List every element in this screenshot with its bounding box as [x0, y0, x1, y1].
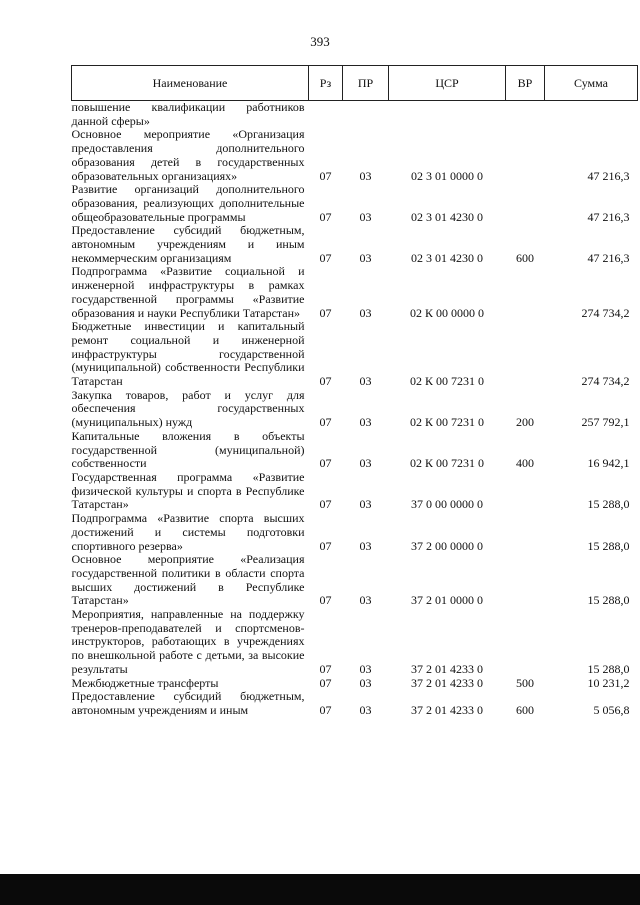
cell-vr [506, 128, 545, 183]
cell-sum: 15 288,0 [587, 661, 630, 676]
cell-name: Межбюджетные трансферты [71, 675, 219, 690]
header-name: Наименование [72, 66, 309, 101]
cell-rz: 07 [319, 250, 332, 265]
scan-edge-bar [0, 874, 640, 905]
cell-csr: 02 К 00 7231 0 [409, 415, 484, 430]
cell-vr: 200 [516, 415, 534, 430]
cell-pr: 03 [359, 415, 372, 430]
cell-sum: 274 734,2 [581, 374, 630, 389]
cell-sum: 15 288,0 [587, 538, 630, 553]
cell-name: Капитальные вложения в объекты государственной (муниципальной) собственности [71, 428, 305, 471]
cell-rz: 07 [319, 675, 332, 690]
cell-csr: 02 3 01 0000 0 [411, 168, 483, 183]
cell-csr: 37 2 01 4233 0 [411, 702, 483, 717]
cell-pr [343, 101, 389, 129]
cell-sum: 15 288,0 [587, 497, 630, 512]
table-header [72, 66, 638, 101]
cell-sum: 15 288,0 [587, 593, 630, 608]
cell-sum: 274 734,2 [581, 305, 630, 320]
table-row [72, 690, 638, 717]
table-row [72, 265, 638, 320]
cell-rz: 07 [319, 456, 332, 471]
cell-rz: 07 [319, 538, 332, 553]
cell-rz: 07 [319, 374, 332, 389]
cell-csr [389, 101, 506, 129]
table-row [72, 389, 638, 430]
cell-name: Подпрограмма «Развитие спорта высших достижений и системы подготовки спортивного резерва» [71, 511, 305, 553]
cell-pr: 03 [359, 593, 372, 608]
table-row [72, 677, 638, 691]
budget-table-frame [71, 65, 637, 718]
cell-name: Предоставление субсидий бюджетным, автономным учреждениям и иным некоммерческим организациям [71, 223, 305, 265]
cell-rz: 07 [319, 593, 332, 608]
cell-name: Развитие организаций дополнительного образования, реализующих дополнительные общеобразовательные программы [71, 182, 305, 224]
table-row [72, 224, 638, 265]
cell-name: Основное мероприятие «Реализация государственной политики в области спорта высших достижений в Республике Татарстан» [71, 552, 305, 608]
header-rz: Рз [309, 66, 343, 101]
table-row [72, 471, 638, 512]
cell-csr: 02 3 01 4230 0 [411, 209, 483, 224]
cell-sum: 16 942,1 [587, 456, 630, 471]
cell-rz [309, 101, 343, 129]
table-body [72, 101, 638, 718]
cell-vr [506, 320, 545, 389]
cell-pr: 03 [359, 250, 372, 265]
cell-rz: 07 [319, 661, 332, 676]
table-row [72, 320, 638, 389]
cell-name: Основное мероприятие «Организация предоставления дополнительного образования детей в государственных образовательных организациях» [71, 127, 305, 183]
cell-sum: 10 231,2 [587, 675, 630, 690]
cell-rz: 07 [319, 415, 332, 430]
cell-csr: 37 2 01 4233 0 [411, 675, 483, 690]
cell-vr: 500 [516, 675, 534, 690]
cell-vr [506, 608, 545, 677]
cell-sum: 257 792,1 [581, 415, 630, 430]
cell-pr: 03 [359, 675, 372, 690]
cell-name: Государственная программа «Развитие физической культуры и спорта в Республике Татарстан» [71, 469, 305, 512]
cell-rz: 07 [319, 209, 332, 224]
cell-rz: 07 [319, 702, 332, 717]
cell-vr [506, 101, 545, 129]
cell-name: Мероприятия, направленные на поддержку тренеров-преподавателей и спортсменов-инструкторов, работающих в учреждениях по внешкольной работе с детьми, за высокие результаты [71, 607, 305, 676]
table-row [72, 183, 638, 224]
cell-sum: 47 216,3 [587, 250, 630, 265]
cell-csr: 37 2 01 4233 0 [411, 661, 483, 676]
cell-pr: 03 [359, 702, 372, 717]
cell-pr: 03 [359, 497, 372, 512]
cell-csr: 02 К 00 7231 0 [409, 456, 484, 471]
cell-rz: 07 [319, 497, 332, 512]
header-sum: Сумма [545, 66, 638, 101]
cell-vr: 600 [516, 702, 534, 717]
header-row [72, 66, 638, 101]
cell-name: повышение квалификации работников данной сферы» [71, 100, 305, 128]
cell-pr: 03 [359, 168, 372, 183]
cell-vr [506, 471, 545, 512]
cell-csr: 37 2 00 0000 0 [411, 538, 483, 553]
cell-vr: 600 [516, 250, 534, 265]
cell-pr: 03 [359, 305, 372, 320]
table-row [72, 101, 638, 129]
cell-pr: 03 [359, 456, 372, 471]
cell-vr [506, 512, 545, 553]
cell-sum: 47 216,3 [587, 168, 630, 183]
header-pr: ПР [343, 66, 389, 101]
page-number: 393 [310, 34, 330, 49]
cell-vr [506, 183, 545, 224]
header-csr: ЦСР [389, 66, 506, 101]
cell-pr: 03 [359, 661, 372, 676]
table-row [72, 553, 638, 608]
cell-name: Подпрограмма «Развитие социальной и инженерной инфраструктуры в рамках государственной программы «Развитие образования и науки Республики Татарстан» [71, 264, 305, 320]
table-row [72, 430, 638, 471]
cell-pr: 03 [359, 209, 372, 224]
cell-name: Предоставление субсидий бюджетным, автономным учреждениям и иным [71, 689, 305, 717]
cell-vr [506, 265, 545, 320]
budget-table [71, 65, 638, 718]
cell-csr: 02 3 01 4230 0 [411, 250, 483, 265]
cell-rz: 07 [319, 305, 332, 320]
header-vr: ВР [506, 66, 545, 101]
table-row [72, 128, 638, 183]
cell-csr: 02 К 00 7231 0 [409, 374, 484, 389]
cell-sum: 47 216,3 [587, 209, 630, 224]
cell-sum [545, 101, 638, 129]
cell-vr [506, 553, 545, 608]
cell-pr: 03 [359, 538, 372, 553]
cell-name: Бюджетные инвестиции и капитальный ремонт социальной и инженерной инфраструктуры государственной (муниципальной) собственности Республики Татарстан [71, 319, 305, 389]
cell-pr: 03 [359, 374, 372, 389]
cell-name: Закупка товаров, работ и услуг для обеспечения государственных (муниципальных) нужд [71, 387, 305, 430]
table-row [72, 608, 638, 677]
cell-csr: 37 2 01 0000 0 [411, 593, 483, 608]
table-row [72, 512, 638, 553]
cell-sum: 5 056,8 [593, 702, 630, 717]
cell-vr: 400 [516, 456, 534, 471]
cell-csr: 02 К 00 0000 0 [409, 305, 484, 320]
cell-csr: 37 0 00 0000 0 [411, 497, 483, 512]
cell-rz: 07 [319, 168, 332, 183]
